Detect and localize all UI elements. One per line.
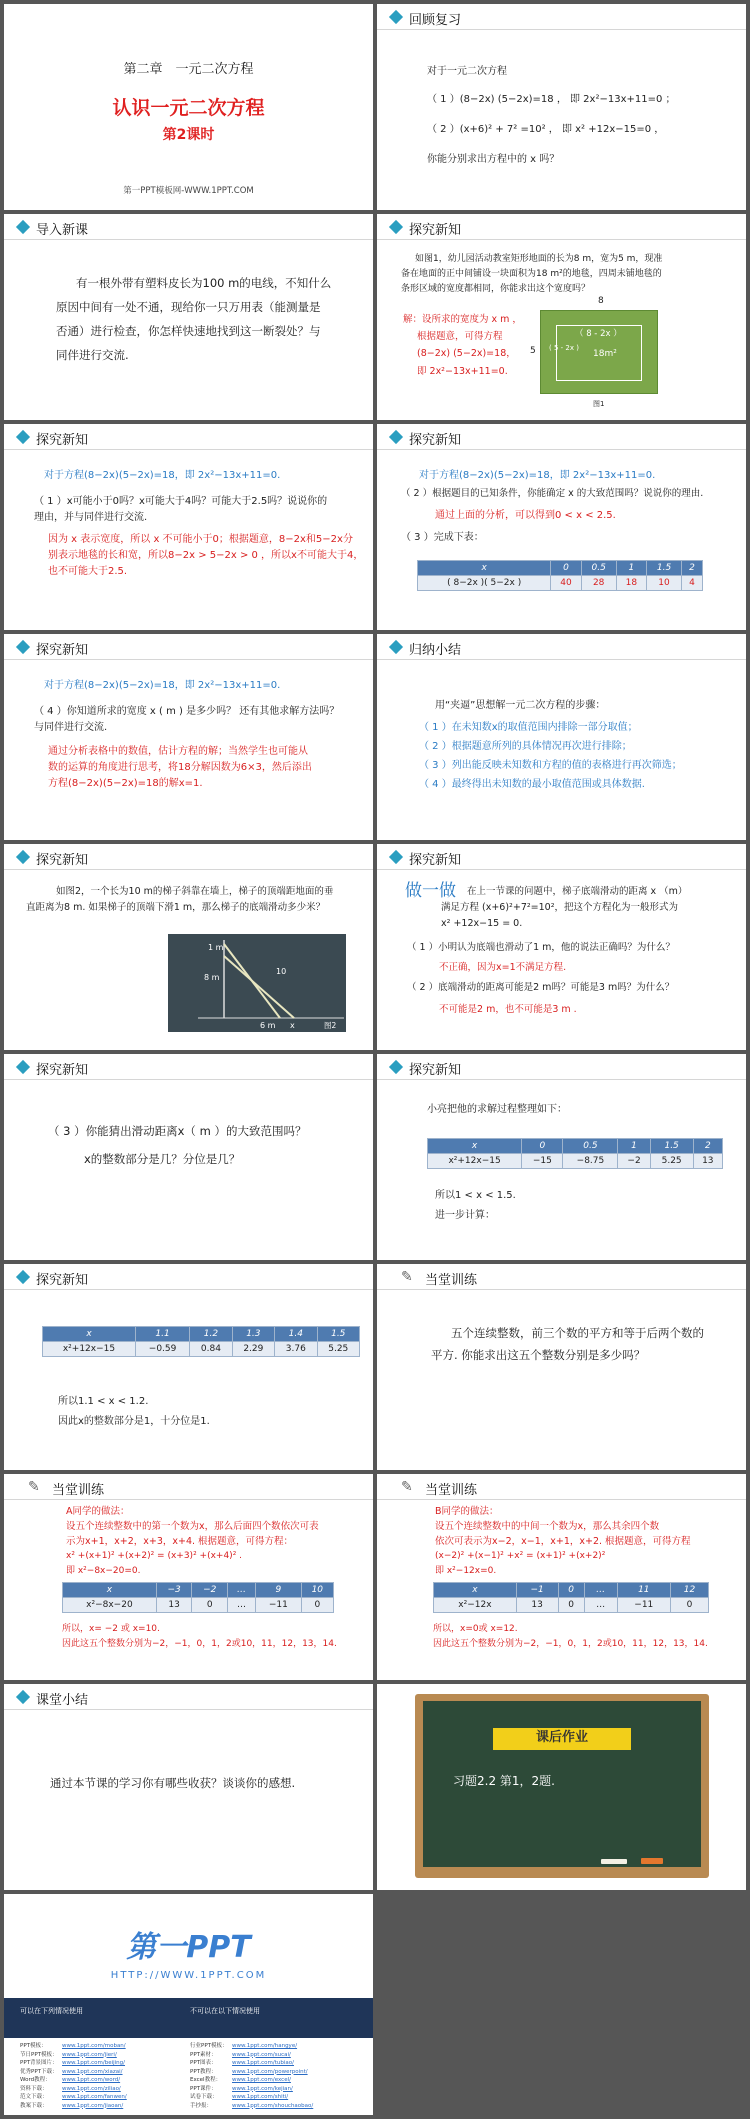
link-row: [20, 2059, 360, 2067]
table-cell: 2: [682, 561, 703, 576]
table-cell: 13: [156, 1598, 192, 1613]
equation-statement: 对于方程(8−2x)(5−2x)=18，即 2x²−13x+11=0.: [44, 680, 281, 691]
table-cell: x: [418, 561, 551, 576]
diamond-icon: [16, 850, 30, 864]
diamond-icon: [389, 850, 403, 864]
table-cell: −3: [156, 1583, 192, 1598]
header-title: 当堂训练: [425, 1273, 478, 1288]
link-label: 教案下载：: [20, 2102, 48, 2109]
table-cell: 10: [301, 1583, 333, 1598]
link-label: PPT图表：: [190, 2060, 217, 2066]
header-title: 探究新知: [36, 433, 89, 448]
solution-line-2: 根据题意，可得方程: [417, 331, 503, 342]
link-label: 范文下载：: [20, 2094, 48, 2100]
method-a-title: A同学的做法：: [66, 1506, 130, 1517]
diamond-icon: [389, 1060, 403, 1074]
link-label: PPT课件：: [190, 2085, 217, 2092]
slide-class-summary: [4, 1684, 373, 1890]
fig-top-label: 8: [598, 296, 604, 306]
fig-area-label: 18m²: [593, 349, 617, 359]
table-cell: 1: [618, 1139, 650, 1154]
solution-line-3: (8−2x) (5−2x)=18，: [417, 348, 516, 359]
chalk-piece: [601, 1859, 627, 1864]
link-row: [20, 2076, 360, 2084]
table-cell: 10: [647, 576, 682, 591]
table-header-row: [428, 1139, 723, 1154]
table-cell: 0: [558, 1598, 584, 1613]
intro-line-3: 否通）进行检查，你怎样快速地找到这一断裂处？与: [56, 324, 321, 338]
brand-logo: 第一PPT: [126, 1930, 251, 1965]
table-cell: 2: [693, 1139, 722, 1154]
table-cell: 9: [256, 1583, 302, 1598]
method-b-title: B同学的做法：: [435, 1506, 499, 1517]
try-line-3: x² +12x−15 = 0.: [441, 918, 523, 929]
ladder-problem-line-2: 直距离为8 m. 如果梯子的顶端下滑1 m，那么梯子的底端滑动多少米？: [26, 902, 326, 913]
method-b-line-1: 设五个连续整数中的中间一个数为x，那么其余四个数: [435, 1521, 660, 1532]
intro-line-4: 同伴进行交流.: [56, 348, 129, 362]
try-line-1: 在上一节课的问题中，梯子底端滑动的距离 x （m）: [467, 886, 688, 897]
link-url[interactable]: www.1ppt.com/excel/: [232, 2077, 291, 2083]
table-cell: 11: [617, 1583, 670, 1598]
question-4-line-1: （ 4 ）你知道所求的宽度 x ( m ) 是多少吗？ 还有其他求解方法吗？: [34, 706, 340, 717]
table-cell: −1: [516, 1583, 558, 1598]
question-4-line-2: 与同伴进行交流.: [34, 722, 108, 733]
slide-header: [4, 1684, 373, 1710]
link-row: [20, 2093, 360, 2101]
answer-line-1: 因为 x 表示宽度，所以 x 不可能小于0；根据题意，8−2x和5−2x分: [48, 534, 353, 545]
table-row: [428, 1154, 723, 1169]
answer-line-2: 别表示地毯的长和宽，所以8−2x > 5−2x > 0 ，所以x不可能大于4，: [48, 550, 364, 561]
diamond-icon: [16, 1060, 30, 1074]
slide-explore-1: [377, 214, 746, 420]
question-line-1: （ 1 ）x可能小于0吗？x可能大于4吗？可能大于2.5吗？说说你的: [34, 496, 328, 507]
guess-question-2: x的整数部分是几？分位是几？: [84, 1152, 241, 1166]
table-cell: 1.4: [275, 1327, 317, 1342]
header-title: 探究新知: [409, 853, 462, 868]
try-question-1: （ 1 ）小明认为底端也滑动了1 m，他的说法正确吗？为什么？: [407, 942, 675, 953]
table-header-row: [434, 1583, 709, 1598]
table-cell: 1.5: [317, 1327, 359, 1342]
header-title: 回顾复习: [409, 13, 462, 28]
try-line-2: 满足方程 (x+6)²+7²=10²，把这个方程化为一般形式为: [441, 902, 679, 913]
table-cell: 1.3: [232, 1327, 274, 1342]
header-title: 探究新知: [36, 1273, 89, 1288]
table-cell: 1.5: [650, 1139, 693, 1154]
slide-practice-b: [377, 1474, 746, 1680]
slide-explore-7: [4, 1264, 373, 1470]
table-cell: −8.75: [563, 1154, 618, 1169]
table-cell: 5.25: [650, 1154, 693, 1169]
table-cell: 1.1: [135, 1327, 189, 1342]
link-url[interactable]: www.1ppt.com/moban/: [62, 2043, 126, 2049]
method-b-roots: 所以，x=0或 x=12.: [433, 1624, 518, 1634]
slide-header: [377, 1264, 746, 1290]
link-label: PPT教程：: [190, 2068, 217, 2075]
step-3: （ 3 ）列出能反映未知数和方程的值的表格进行再次筛选；: [419, 760, 682, 771]
link-url[interactable]: www.1ppt.com/powerpoint/: [232, 2068, 308, 2075]
slide-explore-3: [377, 424, 746, 630]
ladder-diagram: [168, 934, 346, 1032]
link-label: 手抄报：: [190, 2102, 213, 2109]
slide-header: [377, 1474, 746, 1500]
problem-line-1: 如图1，幼儿园活动教室矩形地面的长为8 m，宽为5 m，现准: [415, 254, 663, 264]
link-url[interactable]: www.1ppt.com/sucai/: [232, 2051, 291, 2058]
slide-explore-2: [4, 424, 373, 630]
brand-url: HTTP://WWW.1PPT.COM: [110, 1970, 267, 1981]
table-cell: …: [227, 1583, 255, 1598]
link-label: 资料下载：: [20, 2085, 48, 2092]
fig-inner-label: （ 8 - 2x ）: [575, 329, 622, 339]
figure-caption: 图1: [593, 400, 605, 408]
table-cell: x: [434, 1583, 517, 1598]
table-cell: 13: [516, 1598, 558, 1613]
slide-header: [377, 4, 746, 30]
pencil-icon: ✎: [401, 1479, 413, 1495]
digit-conclusion: 因此x的整数部分是1，十分位是1.: [58, 1416, 210, 1427]
header-title: 探究新知: [36, 1063, 89, 1078]
table-cell: −15: [522, 1154, 563, 1169]
slide-header: [4, 424, 373, 450]
table-cell: x²−12x: [434, 1598, 517, 1613]
table-row: [418, 576, 703, 591]
slide-header: [4, 1054, 373, 1080]
homework-title-bar: [493, 1728, 631, 1750]
table-cell: 1.2: [190, 1327, 232, 1342]
slide-ladder: [4, 844, 373, 1050]
further-calc: 进一步计算：: [435, 1210, 495, 1221]
table-cell: 0: [558, 1583, 584, 1598]
slide-header: [377, 1054, 746, 1080]
method-a-roots: 所以，x= −2 或 x=10.: [62, 1624, 160, 1634]
link-url[interactable]: www.1ppt.com/fanwen/: [62, 2094, 127, 2100]
fig-x-label: x: [290, 1021, 295, 1030]
equation-statement: 对于方程(8−2x)(5−2x)=18，即 2x²−13x+11=0.: [44, 470, 281, 481]
slide-header: [377, 214, 746, 240]
practice-problem-line-1: 五个连续整数，前三个数的平方和等于后两个数的: [451, 1326, 704, 1340]
link-label: Word教程：: [20, 2077, 51, 2083]
review-question: 你能分别求出方程中的 x 吗？: [427, 154, 560, 165]
table-cell: 0.84: [190, 1342, 232, 1357]
table-cell: 2.29: [232, 1342, 274, 1357]
fig-side-label: ( 5 - 2x ): [549, 344, 579, 352]
review-intro: 对于一元二次方程: [427, 66, 507, 77]
slide-header: [377, 634, 746, 660]
link-url[interactable]: www.1ppt.com/tubiao/: [232, 2060, 294, 2066]
table-cell: −2: [618, 1154, 650, 1169]
table-cell: …: [584, 1598, 617, 1613]
table-cell: ( 8−2x )( 5−2x ): [418, 576, 551, 591]
link-row: [20, 2102, 360, 2110]
link-url[interactable]: www.1ppt.com/hangye/: [232, 2043, 298, 2049]
header-title: 导入新课: [36, 223, 89, 238]
diamond-icon: [16, 430, 30, 444]
fig-1m-label: 1 m: [208, 943, 224, 952]
table-cell: 3.76: [275, 1342, 317, 1357]
table-row: [43, 1342, 360, 1357]
slide-main-title: 认识一元二次方程: [112, 97, 265, 119]
answer-line-3: 也不可能大于2.5.: [48, 566, 128, 577]
step-2: （ 2 ）根据题意所列的具体情况再次进行排除；: [419, 741, 632, 752]
table-header-row: [418, 561, 703, 576]
slide-subtitle: 第2课时: [162, 127, 215, 143]
method-b-answer: 因此这五个整数分别为−2，−1，0，1，2或10，11，12，13，14.: [433, 1639, 708, 1649]
table-cell: x²+12x−15: [428, 1154, 522, 1169]
table-cell: 12: [671, 1583, 709, 1598]
table-cell: 40: [551, 576, 581, 591]
solution-line-1: 解：设所求的宽度为 x m ，: [403, 314, 522, 325]
values-table: [417, 560, 703, 591]
table-cell: −2: [192, 1583, 228, 1598]
table-cell: 0.5: [581, 561, 616, 576]
range-result: 所以1 < x < 1.5.: [435, 1190, 516, 1201]
table-cell: …: [584, 1583, 617, 1598]
header-title: 探究新知: [36, 853, 89, 868]
answer-line-1: 通过分析表格中的数值，估计方程的解；当然学生也可能从: [48, 746, 308, 757]
slide-header: [4, 214, 373, 240]
try-it-label: 做一做: [405, 881, 456, 901]
table-cell: x²+12x−15: [43, 1342, 136, 1357]
table-row: [434, 1598, 709, 1613]
method-a-line-2: 示为x+1，x+2，x+3，x+4. 根据题意，可得方程：: [66, 1536, 294, 1547]
try-question-2: （ 2 ）底端滑动的距离可能是2 m吗？可能是3 m吗？为什么？: [407, 982, 675, 993]
table-cell: …: [227, 1598, 255, 1613]
link-url[interactable]: www.1ppt.com/shouchaobao/: [232, 2102, 314, 2109]
summary-intro: 用“夹逼”思想解一元二次方程的步骤：: [435, 700, 606, 711]
table-cell: 5.25: [317, 1342, 359, 1357]
slide-practice-1: [377, 1264, 746, 1470]
table-cell: −0.59: [135, 1342, 189, 1357]
question-line-2: 理由，并与同伴进行交流.: [34, 512, 148, 523]
link-label: 行业PPT模板：: [190, 2043, 228, 2049]
method-a-line-1: 设五个连续整数中的第一个数为x，那么后面四个数依次可表: [66, 1521, 319, 1532]
link-label: 节日PPT模板：: [20, 2051, 58, 2058]
method-a-simplified: 即 x²−8x−20=0.: [66, 1566, 141, 1576]
method-b-simplified: 即 x²−12x=0.: [435, 1566, 497, 1576]
diamond-icon: [16, 1690, 30, 1704]
fig-8m-label: 8 m: [204, 973, 220, 982]
link-url[interactable]: www.1ppt.com/beijing/: [62, 2060, 126, 2066]
table-cell: 4: [682, 576, 703, 591]
table-header-row: [43, 1327, 360, 1342]
pencil-icon: ✎: [401, 1269, 413, 1285]
link-url[interactable]: www.1ppt.com/shiti/: [232, 2094, 289, 2100]
slide-intro: [4, 214, 373, 420]
link-row: [20, 2051, 360, 2059]
link-row: [20, 2068, 360, 2076]
answer-line-2: 数的运算的角度进行思考，将18分解因数为6×3，然后添出: [48, 762, 312, 773]
link-url[interactable]: www.1ppt.com/xiazai/: [62, 2068, 123, 2075]
header-title: 探究新知: [409, 223, 462, 238]
slide-end-credits: [4, 1894, 373, 2115]
review-eq1: （ 1 ）(8−2x) (5−2x)=18 ， 即 2x²−13x+11=0 ；: [427, 94, 676, 105]
slide-title: [4, 4, 373, 210]
link-url[interactable]: www.1ppt.com/word/: [62, 2077, 121, 2083]
range-conclusion: 通过上面的分析，可以得到0 < x < 2.5.: [435, 510, 616, 521]
fig-10-label: 10: [276, 967, 287, 976]
table-cell: 0: [551, 561, 581, 576]
slide-header: [377, 844, 746, 870]
link-label: 试卷下载：: [190, 2094, 218, 2100]
slide-summary: [377, 634, 746, 840]
header-title: 探究新知: [409, 1063, 462, 1078]
slide-header: [4, 1474, 373, 1500]
slide-homework: [377, 1684, 746, 1890]
chalk-piece-red: [641, 1858, 663, 1864]
values-table: [433, 1582, 709, 1613]
intro-line-2: 原因中间有一处不通，现给你一只万用表（能测量是: [56, 300, 321, 314]
blackboard-frame: [415, 1694, 709, 1878]
step-1: （ 1 ）在未知数x的取值范围内排除一部分取值；: [419, 722, 638, 733]
table-header-row: [63, 1583, 334, 1598]
chapter-label: 第二章 一元二次方程: [123, 62, 254, 77]
diamond-icon: [389, 220, 403, 234]
disallowed-usage-heading: 不可以在以下情况使用: [190, 2007, 260, 2015]
slide-explore-5: [4, 1054, 373, 1260]
table-cell: 1: [616, 561, 646, 576]
slide-header: [377, 424, 746, 450]
method-b-line-2: 依次可表示为x−2，x−1，x+1，x+2. 根据题意，可得方程: [435, 1536, 691, 1547]
ladder-problem-line-1: 如图2，一个长为10 m的梯子斜靠在墙上，梯子的顶端距地面的垂: [56, 886, 334, 897]
title-footer: 第一PPT模板网-WWW.1PPT.COM: [123, 186, 254, 196]
header-title: 当堂训练: [425, 1483, 478, 1498]
link-row: [20, 2085, 360, 2093]
method-a-answer: 因此这五个整数分别为−2，−1，0，1，2或10，11，12，13，14.: [62, 1639, 337, 1649]
table-cell: 0: [671, 1598, 709, 1613]
figure-caption: 图2: [324, 1021, 337, 1030]
table-row: [63, 1598, 334, 1613]
diamond-icon: [16, 1270, 30, 1284]
link-url[interactable]: www.1ppt.com/jiaoan/: [62, 2102, 124, 2109]
problem-line-2: 备在地面的正中间铺设一块面积为18 m²的地毯，四周未铺地毯的: [401, 269, 662, 279]
table-cell: x²−8x−20: [63, 1598, 157, 1613]
table-cell: 0.5: [563, 1139, 618, 1154]
header-title: 归纳小结: [409, 643, 462, 658]
slide-practice-a: [4, 1474, 373, 1680]
table-cell: −11: [256, 1598, 302, 1613]
link-label: PPT模板：: [20, 2043, 47, 2049]
homework-task: 习题2.2 第1，2题.: [453, 1774, 555, 1788]
table-cell: 0: [192, 1598, 228, 1613]
link-list: [4, 2042, 373, 2114]
link-row: [20, 2042, 360, 2050]
link-url[interactable]: www.1ppt.com/ziliao/: [62, 2085, 121, 2092]
slide-header: [4, 1264, 373, 1290]
slide-explore-6: [377, 1054, 746, 1260]
diamond-icon: [16, 220, 30, 234]
table-cell: 13: [693, 1154, 722, 1169]
reflection-question: 通过本节课的学习你有哪些收获？谈谈你的感想.: [50, 1776, 296, 1790]
answer-line-3: 方程(8−2x)(5−2x)=18的解x=1.: [48, 778, 203, 789]
link-label: PPT背景图片：: [20, 2060, 58, 2066]
figure-1-carpet: [540, 310, 658, 394]
slide-try-it: [377, 844, 746, 1050]
question-3: （ 3 ）完成下表：: [401, 532, 484, 543]
usage-banner: [4, 1998, 373, 2038]
try-answer-2: 不可能是2 m，也不可能是3 m .: [439, 1004, 577, 1015]
link-label: PPT素材：: [190, 2051, 217, 2058]
diamond-icon: [389, 640, 403, 654]
solution-line-4: 即 2x²−13x+11=0.: [417, 366, 508, 377]
table-cell: x: [428, 1139, 522, 1154]
values-table: [62, 1582, 334, 1613]
slide-review: [377, 4, 746, 210]
refined-range: 所以1.1 < x < 1.2.: [58, 1396, 149, 1407]
header-title: 课堂小结: [36, 1693, 89, 1708]
homework-title: 课后作业: [535, 1730, 588, 1745]
xiaoliang-intro: 小亮把他的求解过程整理如下：: [427, 1104, 567, 1115]
link-url[interactable]: www.1ppt.com/jieri/: [62, 2051, 117, 2058]
figure-2-ladder: [168, 934, 346, 1032]
table-cell: x: [63, 1583, 157, 1598]
fig-6m-label: 6 m: [260, 1021, 276, 1030]
link-label: 优秀PPT下载：: [20, 2068, 58, 2075]
method-a-equation: x² +(x+1)² +(x+2)² = (x+3)² +(x+4)² .: [66, 1551, 243, 1561]
header-title: 探究新知: [409, 433, 462, 448]
table-cell: −11: [617, 1598, 670, 1613]
try-answer-1: 不正确，因为x=1不满足方程.: [439, 962, 567, 973]
slide-header: [4, 634, 373, 660]
pencil-icon: ✎: [28, 1479, 40, 1495]
problem-line-3: 条形区域的宽度都相同，你能求出这个宽度吗？: [401, 284, 591, 294]
review-eq2: （ 2 ）(x+6)² + 7² =10² ， 即 x² +12x−15=0 ，: [427, 124, 665, 135]
table-cell: x: [43, 1327, 136, 1342]
link-label: Excel教程：: [190, 2077, 222, 2083]
table-cell: 18: [616, 576, 646, 591]
guess-question-1: （ 3 ）你能猜出滑动距离x（ m ）的大致范围吗？: [48, 1124, 307, 1138]
method-b-equation: (x−2)² +(x−1)² +x² = (x+1)² +(x+2)²: [435, 1551, 606, 1561]
link-url[interactable]: www.1ppt.com/kejian/: [232, 2085, 293, 2092]
diamond-icon: [16, 640, 30, 654]
values-table: [42, 1326, 360, 1357]
values-table: [427, 1138, 723, 1169]
table-cell: 1.5: [647, 561, 682, 576]
header-title: 当堂训练: [52, 1483, 105, 1498]
table-cell: 28: [581, 576, 616, 591]
fig-left-label: 5: [530, 346, 536, 356]
equation-statement: 对于方程(8−2x)(5−2x)=18，即 2x²−13x+11=0.: [419, 470, 656, 481]
practice-problem-line-2: 平方. 你能求出这五个整数分别是多少吗？: [431, 1348, 646, 1362]
header-title: 探究新知: [36, 643, 89, 658]
diamond-icon: [389, 430, 403, 444]
table-cell: 0: [301, 1598, 333, 1613]
question-2: （ 2 ）根据题目的已知条件，你能确定 x 的大致范围吗？说说你的理由.: [401, 488, 704, 499]
table-cell: 0: [522, 1139, 563, 1154]
slide-header: [4, 844, 373, 870]
intro-line-1: 有一根外带有塑料皮长为100 m的电线，不知什么: [76, 276, 332, 290]
slide-explore-4: [4, 634, 373, 840]
allowed-usage-heading: 可以在下列情况使用: [20, 2007, 83, 2015]
step-4: （ 4 ）最终得出未知数的最小取值范围或具体数据.: [419, 779, 645, 790]
diamond-icon: [389, 10, 403, 24]
